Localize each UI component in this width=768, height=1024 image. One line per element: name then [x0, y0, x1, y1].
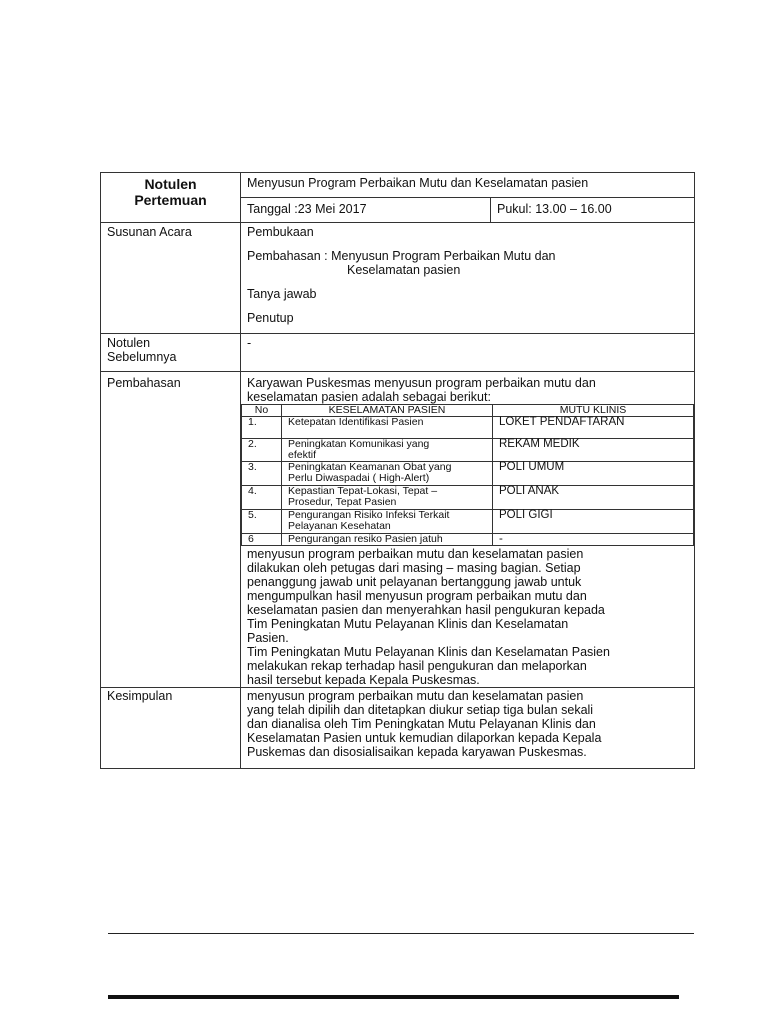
table-row: [242, 486, 694, 510]
row-number: 3.: [242, 462, 282, 486]
discussion-line: menyusun program perbaikan mutu dan keselamatan pasien: [247, 547, 584, 561]
table-row: [242, 417, 694, 439]
clinical-unit: POLI UMUM: [493, 462, 694, 486]
conclusion-line: menyusun program perbaikan mutu dan keselamatan pasien: [247, 689, 584, 703]
agenda-list: [241, 223, 695, 334]
footer-rule: [108, 995, 679, 999]
meeting-topic: Menyusun Program Perbaikan Mutu dan Keselamatan pasien: [247, 176, 589, 190]
table-row: [242, 534, 694, 546]
safety-goal: [282, 417, 493, 439]
clinical-unit: -: [493, 534, 694, 546]
agenda-label: Susunan Acara: [107, 225, 192, 239]
agenda-item: Pembahasan : Menyusun Program Perbaikan Mutu dan: [247, 249, 556, 263]
agenda-item: Tanya jawab: [247, 287, 317, 301]
title-line-2: Pertemuan: [134, 192, 207, 208]
safety-goal: [282, 439, 493, 462]
agenda-item-continued: Keselamatan pasien: [347, 263, 461, 277]
clinical-unit: LOKET PENDAFTARAN: [493, 417, 694, 439]
safety-goal-line: Ketepatan Identifikasi Pasien: [288, 416, 424, 428]
previous-minutes-label-line-1: Notulen: [107, 336, 151, 350]
clinical-unit: POLI ANAK: [493, 486, 694, 510]
safety-goal-line: Pengurangan resiko Pasien jatuh: [288, 533, 443, 545]
conclusion-line: Puskemas dan disosialisaikan kepada karyawan Puskesmas.: [247, 745, 587, 759]
safety-goal-line: Pengurangan Risiko Infeksi Terkait: [288, 509, 450, 521]
safety-goal-line: Prosedur, Tepat Pasien: [288, 496, 397, 508]
discussion-content: [241, 372, 695, 688]
discussion-body: [241, 546, 694, 687]
row-number: 2.: [242, 439, 282, 462]
clinical-unit: REKAM MEDIK: [493, 439, 694, 462]
safety-goal: [282, 462, 493, 486]
row-number: 1.: [242, 417, 282, 439]
discussion-line: dilakukan oleh petugas dari masing – masing bagian. Setiap: [247, 561, 581, 575]
agenda-item: Pembukaan: [247, 225, 314, 239]
discussion-label: Pembahasan: [107, 376, 181, 390]
discussion-intro: Karyawan Puskesmas menyusun program perbaikan mutu dan: [247, 376, 596, 390]
row-number: 5.: [242, 510, 282, 534]
meeting-date: Tanggal :23 Mei 2017: [247, 202, 367, 216]
discussion-line: Pasien.: [247, 631, 289, 645]
discussion-line: penanggung jawab unit pelayanan bertanggung jawab untuk: [247, 575, 582, 589]
document-title: [101, 173, 241, 223]
safety-goal: [282, 510, 493, 534]
discussion-line: keselamatan pasien dan menyerahkan hasil pengukuran kepada: [247, 603, 605, 617]
conclusion-line: yang telah dipilih dan ditetapkan diukur setiap tiga bulan sekali: [247, 703, 594, 717]
safety-goal: [282, 486, 493, 510]
conclusion-line: dan dianalisa oleh Tim Peningkatan Mutu Pelayanan Klinis dan: [247, 717, 596, 731]
table-row: [242, 462, 694, 486]
discussion-line: Tim Peningkatan Mutu Pelayanan Klinis dan Keselamatan Pasien: [247, 645, 610, 659]
safety-goal-line: Peningkatan Keamanan Obat yang: [288, 461, 452, 473]
footer-divider: [108, 933, 694, 934]
column-header-quality: MUTU KLINIS: [493, 405, 694, 417]
agenda-item: Penutup: [247, 311, 294, 325]
discussion-intro: keselamatan pasien adalah sebagai berikut:: [247, 390, 491, 404]
conclusion-line: Keselamatan Pasien untuk kemudian dilaporkan kepada Kepala: [247, 731, 602, 745]
meeting-time: Pukul: 13.00 – 16.00: [497, 202, 612, 216]
table-row: [242, 510, 694, 534]
safety-goal-line: efektif: [288, 449, 317, 461]
title-line-1: Notulen: [144, 176, 197, 192]
safety-quality-table: [241, 404, 694, 546]
row-number: 4.: [242, 486, 282, 510]
discussion-line: hasil tersebut kepada Kepala Puskesmas.: [247, 673, 480, 687]
clinical-unit: POLI GIGI: [493, 510, 694, 534]
safety-goal-line: Peningkatan Komunikasi yang: [288, 438, 430, 450]
safety-goal-line: Pelayanan Kesehatan: [288, 520, 391, 532]
safety-goal-line: Perlu Diwaspadai ( High-Alert): [288, 472, 430, 484]
discussion-line: melakukan rekap terhadap hasil pengukuran dan melaporkan: [247, 659, 587, 673]
table-row: [242, 439, 694, 462]
discussion-line: Tim Peningkatan Mutu Pelayanan Klinis dan Keselamatan: [247, 617, 569, 631]
row-number: 6: [242, 534, 282, 546]
safety-goal-line: Kepastian Tepat-Lokasi, Tepat –: [288, 485, 438, 497]
minutes-table: [100, 172, 695, 769]
conclusion-label: Kesimpulan: [107, 689, 173, 703]
conclusion-content: [241, 688, 695, 769]
discussion-line: mengumpulkan hasil menyusun program perbaikan mutu dan: [247, 589, 587, 603]
column-header-safety: KESELAMATAN PASIEN: [282, 405, 493, 417]
previous-minutes-label-line-2: Sebelumnya: [107, 350, 177, 364]
column-header-no: No: [242, 405, 282, 417]
previous-minutes-value: -: [247, 336, 252, 350]
safety-goal: [282, 534, 493, 546]
